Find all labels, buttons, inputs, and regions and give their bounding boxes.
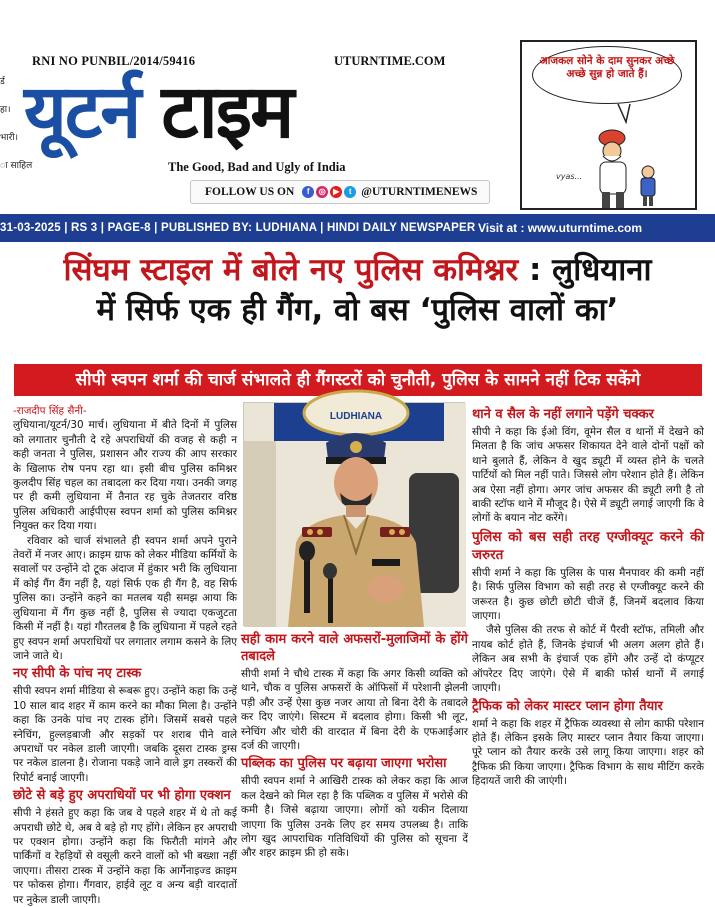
edition-info: 31-03-2025 | RS 3 | PAGE-8 | PUBLISHED BY: LUDHIANA | HINDI DAILY NEWSPAPER xyxy=(0,222,476,234)
subhead-action-on-criminals: छोटे से बड़े हुए अपराधियों पर भी होगा एक्शन xyxy=(13,788,231,804)
paragraph-3: सीपी स्वपन शर्मा मीडिया से रूबरू हुए। उन्होंने कहा कि उन्हें 10 साल बाद शहर में काम करने का मौका मिला है। उन्होंने कहा कि उनके पांच नए टास्क होंगे। जिसमें सबसे पहले स्नेचिंग, हुल्लड़बाजी और सड़कों पर शराब पीने वाले अपराधों पर नकेल डाली जाएगी। जबकि दूसरा टास्क ड्रग्स पर नकेल डालना है। रोजाना पकड़े जाने वाले ड्रग तस्करों की रिपोर्ट बनाई जाएगी। xyxy=(13,685,237,784)
paragraph-7: सीपी ने कहा कि ईओ विंग, वूमेन सैल व थानों में देखने को मिलता है कि जांच अफसर शिकायत देने वाले दोनों पक्षों को थाने बुलाते हैं, लेकिन वे खुद ड्यूटी में व्यस्त होने के चलते पार्टियों को मिल नहीं पाते। जिससे लोग परेशान होते हैं। लेकिन अब ऐसा नहीं होगा। अगर जांच अफसर की ड्यूटी लगी है तो बाकी स्टॉफ थाने में मौजूद है। ऐसे में ड्यूटी लगाई जाएगी कि वे लोगों के बयान नोट करेंगे। xyxy=(472,426,704,525)
rni-number: RNI NO PUNBIL/2014/59416 xyxy=(32,54,196,68)
fragment-4: ा साहिल xyxy=(0,161,33,171)
emblem-text: LUDHIANA xyxy=(329,411,383,422)
visit-website[interactable]: Visit at : www.uturntime.com xyxy=(478,221,643,235)
child-leg-left xyxy=(643,196,647,206)
fragment-1: र्ड xyxy=(0,77,5,87)
cartoonist-signature: vyas... xyxy=(556,172,583,181)
child-face xyxy=(642,166,654,178)
instagram-icon[interactable]: ◎ xyxy=(316,186,328,198)
newspaper-logo xyxy=(24,62,524,162)
twitter-icon[interactable]: t xyxy=(344,186,356,198)
article-column-2 xyxy=(241,629,468,861)
bubble-tail xyxy=(618,104,630,122)
paragraph-9: जैसे पुलिस की तरफ से कोर्ट में पैरवी स्टॉफ, तमिली और नायब कोर्ट होते हैं, जिनके इंचार्ज भी अलग अलग होते हैं। लेकिन अब सभी के इंचार्ज एक होंगे और उन्हें दो कंप्यूटर ऑपरेटर दिए जाएंगे। ऐसे में बाकी फोर्स थानों में लगाई जाएगी। xyxy=(472,624,704,695)
follow-us-box[interactable] xyxy=(190,180,490,204)
editorial-cartoon xyxy=(520,40,697,210)
man-leg-left xyxy=(602,192,610,208)
subhead-traffic-plan: ट्रैफिक को लेकर मास्टर प्लान होगा तैयार xyxy=(472,698,663,714)
logo-word-uturn: यूटर्न xyxy=(24,69,140,155)
man-beard xyxy=(603,156,621,161)
child-body xyxy=(641,178,655,196)
article-column-1 xyxy=(13,404,237,907)
paragraph-5: सीपी शर्मा ने चौथे टास्क में कहा कि अगर किसी व्यक्ति को थाने, चौक व पुलिस अफसरों के ऑफिसों में परेशानी झेलनी पड़ी और उन्हें ऐसा कुछ नजर आया तो बिना देरी के तबादले कर दिए जाएंगे। सिस्टम में बदलाव होगा। किसी भी लूट, स्नेचिंग और चोरी की वारदात में बिना देरी के एफआईआर दर्ज की जाएगी। xyxy=(241,668,468,753)
byline: -राजदीप सिंह सैनी- xyxy=(13,405,87,417)
child-leg-right xyxy=(649,196,653,206)
subhead-transfers: सही काम करने वाले अफसरों-मुलाजिमों के होंगे तबादले xyxy=(241,632,468,664)
logo-word-time: टाइम xyxy=(161,69,293,155)
subhead-five-tasks: नए सीपी के पांच नए टास्क xyxy=(13,666,142,682)
police-commissioner-photo xyxy=(243,402,465,626)
article-column-3 xyxy=(472,404,704,789)
paragraph-8: सीपी शर्मा ने कहा कि पुलिस के पास मैनपावर की कमी नहीं है। सिर्फ पुलिस विभाग को सही तरह से एग्जीक्यूट करने की जरूरत है। कुछ छोटी छोटी चीजें हैं, जिनमें बदलाव किया जाएगा। xyxy=(472,566,704,623)
fragment-2: हा। xyxy=(0,105,11,115)
edition-info-band xyxy=(0,214,715,242)
man-body xyxy=(600,162,626,194)
headline-line-1 xyxy=(0,250,715,290)
follow-handle[interactable]: @UTURNTIMENEWS xyxy=(361,186,478,198)
cartoon-speech-bubble: आजकल सोने के दाम सुनकर अच्छे अच्छे सुन्न हो जाते हैं। xyxy=(532,46,682,104)
paragraph-10: शर्मा ने कहा कि शहर में ट्रैफिक व्यवस्था से लोग काफी परेशान होते हैं। लेकिन इसके लिए मास्टर प्लान तैयार किया जाएगा। पूरे प्लान को तैयार करके उसे लागू किया जाएगा। शहर को ट्रैफिक फ्री किया जाएगा। ट्रैफिक विभाग के साथ मीटिंग करके हिदायतें जारी की जाएंगी। xyxy=(472,717,704,788)
headline-black-part: : लुधियाना xyxy=(518,252,652,288)
tagline: The Good, Bad and Ugly of India xyxy=(168,160,346,174)
officer-hands xyxy=(368,575,404,603)
microphone xyxy=(304,553,310,613)
fragment-3: भारी। xyxy=(0,133,19,143)
man-leg-right xyxy=(616,192,624,208)
headline-line-2: में सिर्फ एक ही गैंग, वो बस ‘पुलिस वालों का’ xyxy=(96,292,619,328)
paragraph-4: सीपी ने हंसते हुए कहा कि जब वे पहले शहर में थे तो कई अपराधी छोटे थे, अब वे बड़े हो गए होंगे। लेकिन हर अपराधी पर एक्शन होगा। उन्होंने कहा कि फिरौती मांगने और पार्किंगों व रेहड़ियों से वसूली करने वालों को भी बख्शा नहीं जाएगा। तीसरा टास्क में उन्होंने कहा कि आर्गेनाइज्ड क्राइम पर फोकस होगा। गैंगवार, हाईवे लूट व अन्य बड़ी वारदातों पर नुकेल डाली जाएगी। xyxy=(13,807,237,906)
sub-headline-bar: सीपी स्वपन शर्मा की चार्ज संभालते ही गैंगस्टरों को चुनौती, पुलिस के सामने नहीं टिक सकेंगे xyxy=(14,364,702,396)
subhead-execute-properly: पुलिस को बस सही तरह एग्जीक्यूट करने की जरुरत xyxy=(472,528,704,563)
follow-label: FOLLOW US ON xyxy=(205,186,295,198)
paragraph-1: लुधियाना/यूटर्न/30 मार्च। लुधियाना में बीते दिनों में पुलिस को लगातार चुनौती दे रहे अपराधियों की वजह से कही न कही जनता ने पुलिस, प्रशासन और राज्य की आप सरकार के खिलाफ रोष पनप रहा था। इसी बीच पुलिस कमिश्नर कुलदीप सिंह चहल का तबादला कर दिया गया। उनकी जगह पर ही कमी लुधियाना में तैनात रह चुके तेजतरार वरिष्ठ पुलिस अधिकारी आईपीएस स्वपन शर्मा को पुलिस कमिश्नर नियुक्त कर दिया गया। xyxy=(13,419,237,533)
site-url-top[interactable]: UTURNTIME.COM xyxy=(334,54,446,68)
cartoon-drawing xyxy=(522,42,699,212)
photo-illustration xyxy=(244,403,466,627)
paragraph-6: सीपी स्वपन शर्मा ने आखिरी टास्क को लेकर कहा कि आज कल देखने को मिल रहा है कि पब्लिक व पुलिस में भरोसे की कमी है। जिसे बढ़ाया जाएगा। लोगों को यकीन दिलाया जाएगा कि पुलिस उनके लिए हर समय उपलब्ध है। ताकि लोग खुद आपराधिक गतिविधियों की पुलिस को सूचना दें और शहर क्राइम फ्री हो सके। xyxy=(241,775,468,860)
subhead-no-rounds: थाने व सैल के नहीं लगाने पड़ेंगे चक्कर xyxy=(472,407,654,422)
masthead xyxy=(0,0,715,213)
paragraph-2: रविवार को चार्ज संभालते ही स्वपन शर्मा अपने पुराने तेवरों में नजर आए। क्राइम ग्राफ को लेकर मीडिया कर्मियों के सवालों पर उन्होंने दो टूक अंदाज में हुंकार भरी कि लुधियाना में कोई गैंग वैंग नहीं है, यहां सिर्फ एक ही गैंग है, वह सिर्फ पुलिस का। उन्होंने कहने का मतलब यही समझ आया कि लुधियाना में गैंग कुछ नहीं है, पुलिस से ज्यादा एकजुटता किसी में नहीं है। यहां गौरतलब है कि लुधियाना में पहले रहते हुए स्वपन शर्मा अपराधियों पर लगातार लगाम कसने के लिए जाने जाते थे। xyxy=(13,534,237,662)
headline-red-part: सिंघम स्टाइल में बोले नए पुलिस कमिश्नर xyxy=(63,252,519,288)
main-headline xyxy=(0,250,715,330)
subhead-public-trust: पब्लिक का पुलिस पर बढ़ाया जाएगा भरोसा xyxy=(241,756,447,772)
facebook-icon[interactable]: f xyxy=(302,186,314,198)
youtube-icon[interactable]: ▶ xyxy=(330,186,342,198)
